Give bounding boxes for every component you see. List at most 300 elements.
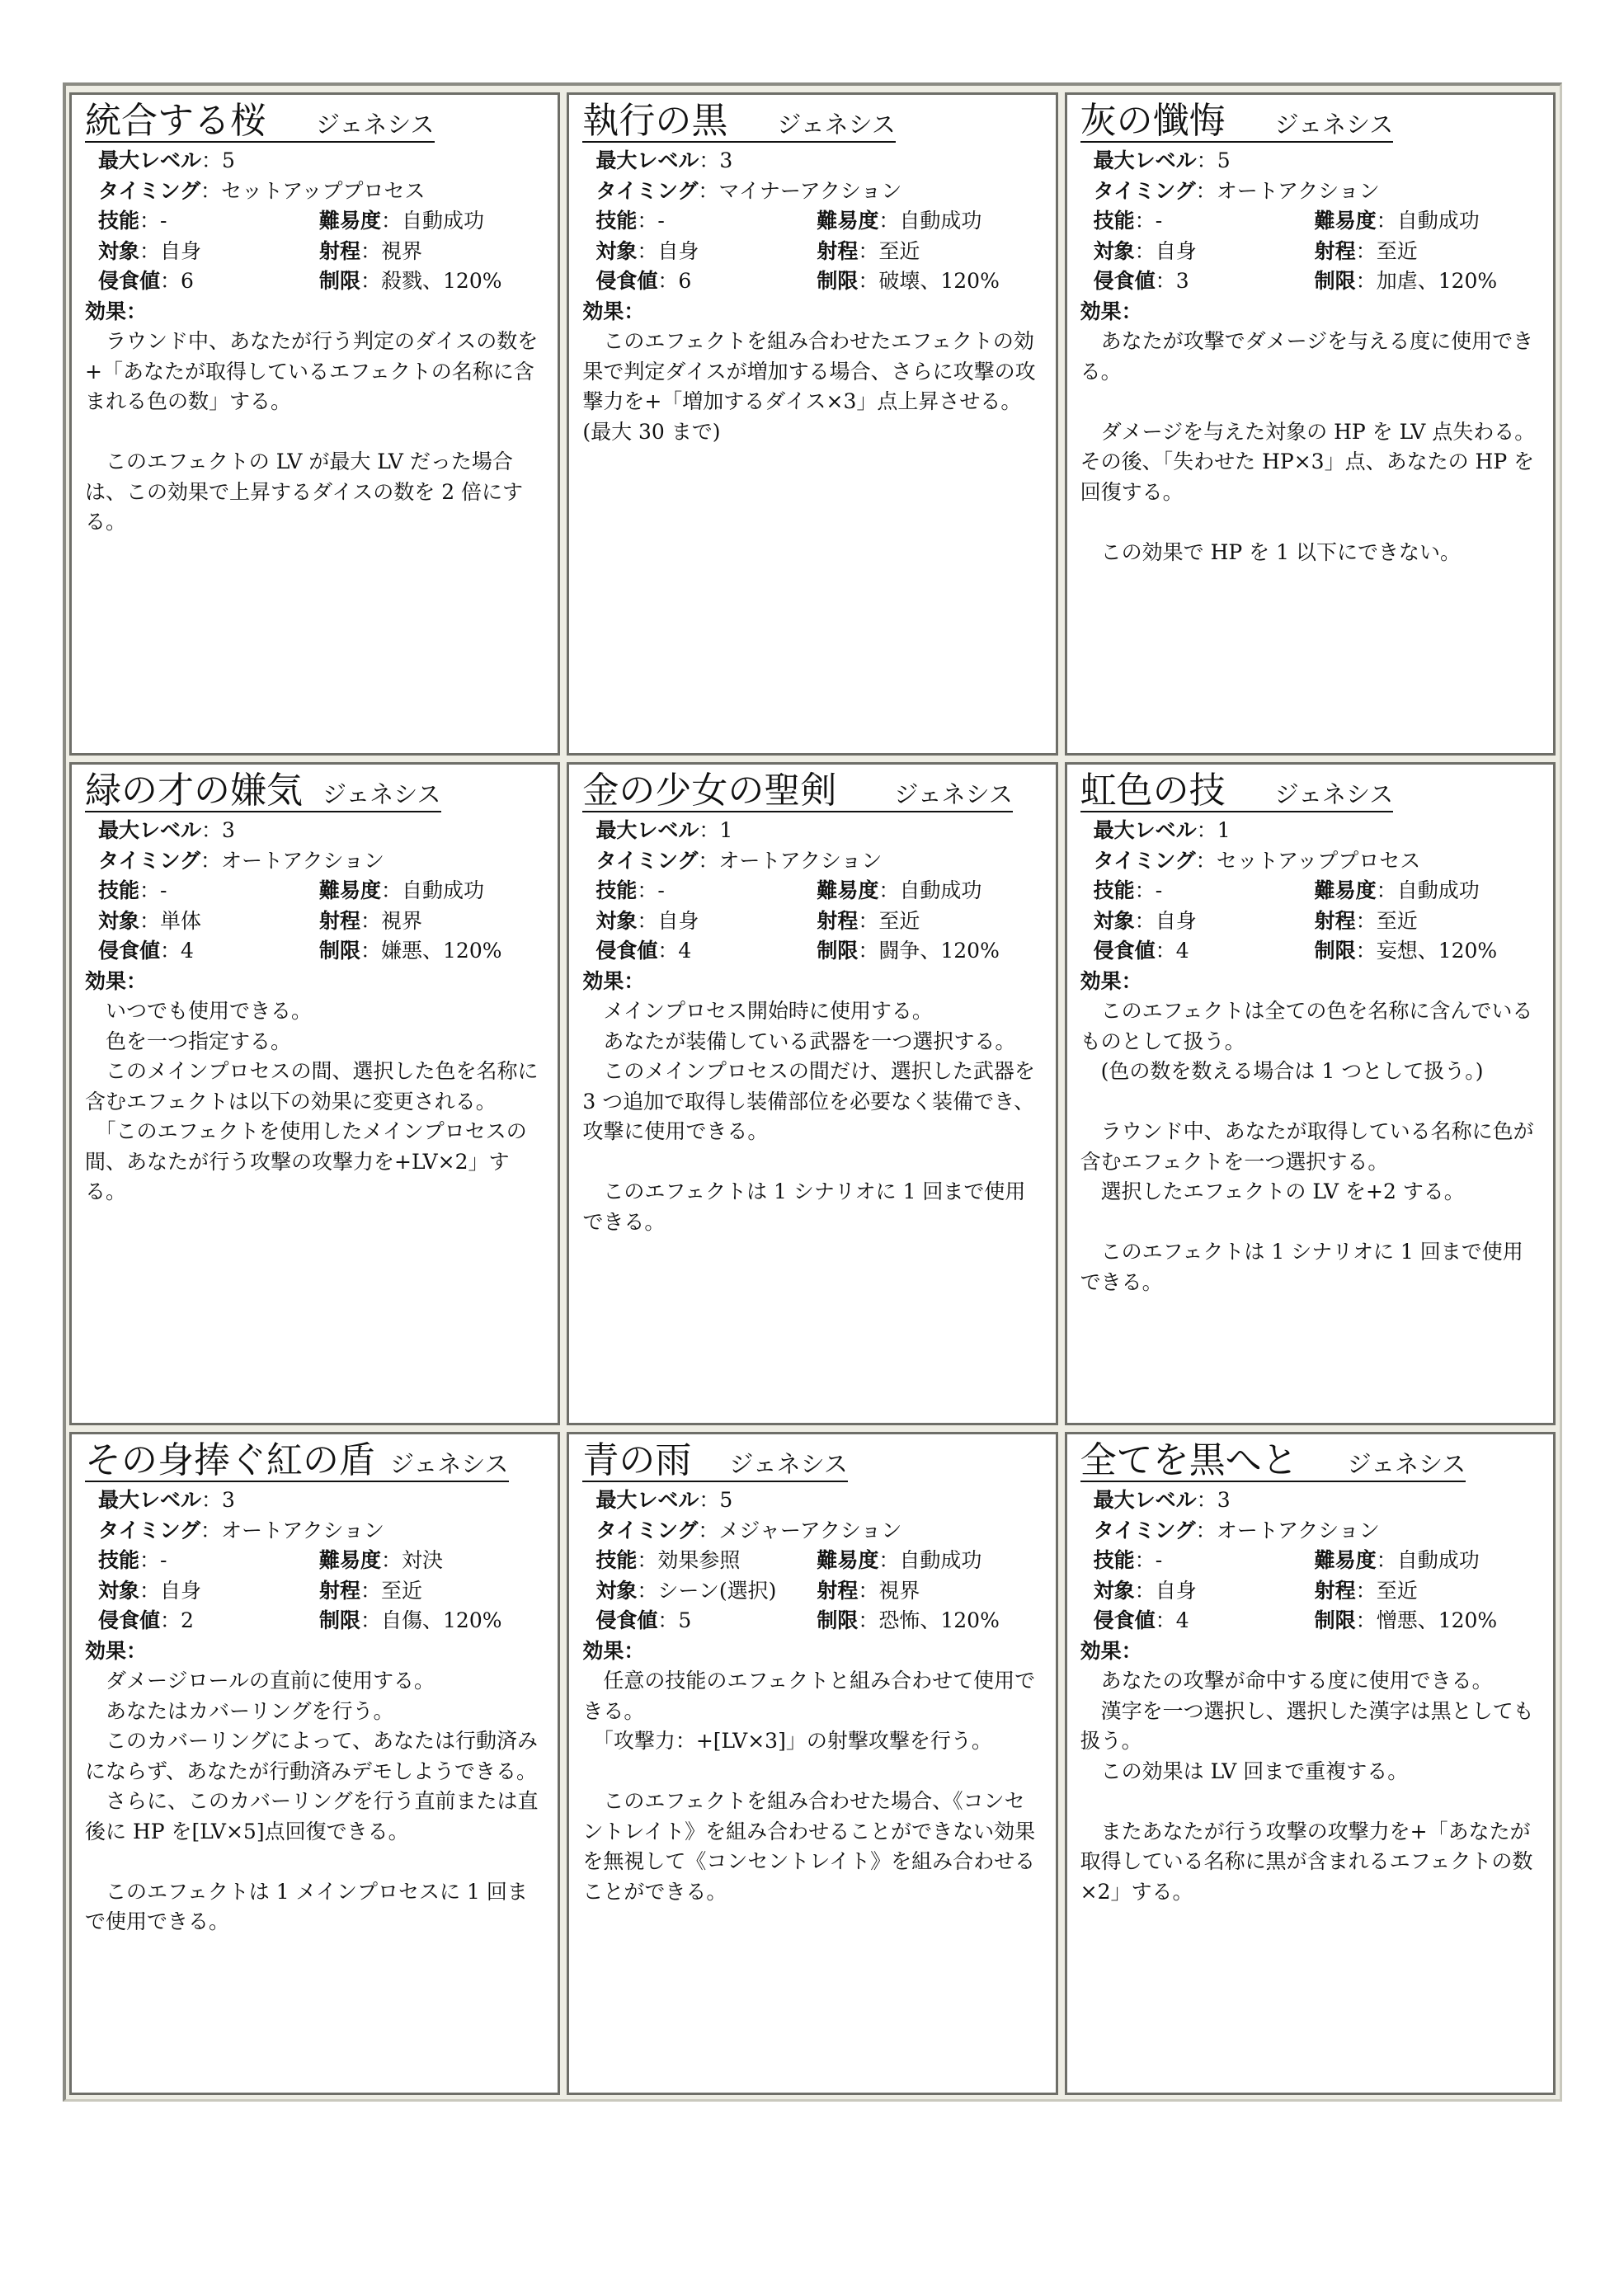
effect-paragraph xyxy=(85,1847,543,1877)
effect-paragraph: あなたの攻撃が命中する度に使用できる。 xyxy=(1080,1669,1493,1693)
card-stats xyxy=(85,1486,543,1636)
card-header xyxy=(1080,770,1394,812)
difficulty-label: 難易度 xyxy=(817,1548,879,1572)
timing-value: オートアクション xyxy=(221,1518,385,1542)
target: 対象：自身 xyxy=(1093,238,1197,263)
effect-paragraph xyxy=(85,417,543,448)
erosion-label: 侵食値 xyxy=(1093,939,1156,963)
effect-body xyxy=(1080,1666,1538,1907)
effect-card xyxy=(69,762,560,1425)
timing-label: タイミング xyxy=(98,1518,201,1542)
range-label: 射程 xyxy=(1314,238,1356,263)
max-level-label: 最大レベル xyxy=(595,1488,699,1512)
difficulty-value: 自動成功 xyxy=(1396,209,1480,233)
effect-body xyxy=(85,996,543,1208)
card-title: 灰の懺悔 xyxy=(1080,100,1226,142)
card-stats xyxy=(85,146,543,297)
effect-heading: 効果： xyxy=(1080,1638,1142,1663)
difficulty: 難易度：自動成功 xyxy=(817,209,982,233)
max-level: 最大レベル：3 xyxy=(98,818,235,842)
timing-value: マイナーアクション xyxy=(718,178,902,203)
range-label: 射程 xyxy=(817,238,859,263)
max-level-label: 最大レベル xyxy=(595,148,699,172)
range-value: 視界 xyxy=(381,908,423,933)
difficulty: 難易度：自動成功 xyxy=(1314,209,1480,233)
erosion-label: 侵食値 xyxy=(595,939,658,963)
range: 射程：至近 xyxy=(1314,238,1418,263)
timing-value: セットアッププロセス xyxy=(221,178,426,203)
effect-heading: 効果： xyxy=(582,968,645,993)
target-value: 自身 xyxy=(1155,238,1197,263)
effect-paragraph: あなたはカバーリングを行う。 xyxy=(85,1698,394,1723)
range: 射程：視界 xyxy=(817,1578,920,1603)
card-type: ジェネシス xyxy=(729,1450,848,1478)
target: 対象：自身 xyxy=(595,238,699,263)
range-label: 射程 xyxy=(1314,1578,1356,1603)
card-title: 金の少女の聖剣 xyxy=(582,770,837,812)
difficulty-label: 難易度 xyxy=(319,878,382,902)
timing-label: タイミング xyxy=(595,178,699,203)
limit: 制限：嫌悪、120% xyxy=(319,939,502,963)
skill: 技能：- xyxy=(595,878,665,902)
erosion-value: 6 xyxy=(181,269,194,293)
max-level-label: 最大レベル xyxy=(1093,818,1197,842)
limit-label: 制限 xyxy=(319,1608,361,1632)
max-level-value: 3 xyxy=(1217,1488,1231,1512)
erosion-value: 4 xyxy=(678,939,692,963)
skill-label: 技能 xyxy=(1093,878,1135,902)
effect-paragraph xyxy=(1080,507,1538,538)
skill: 技能：- xyxy=(1093,209,1163,233)
limit-value: 妄想、120% xyxy=(1376,939,1498,963)
limit-value: 闘争、120% xyxy=(878,939,1000,963)
range: 射程：至近 xyxy=(817,238,920,263)
effect-card xyxy=(567,1432,1057,2095)
skill: 技能：- xyxy=(595,209,665,233)
skill-label: 技能 xyxy=(1093,1548,1135,1572)
max-level: 最大レベル：3 xyxy=(98,1488,235,1512)
effect-body xyxy=(582,1666,1040,1907)
effect-paragraph xyxy=(582,1147,1040,1178)
skill: 技能：- xyxy=(1093,878,1163,902)
effect-body xyxy=(582,327,1040,447)
skill-label: 技能 xyxy=(595,209,638,233)
effect-heading: 効果： xyxy=(582,299,645,323)
skill-label: 技能 xyxy=(98,209,140,233)
difficulty-value: 自動成功 xyxy=(899,878,982,902)
max-level-label: 最大レベル xyxy=(98,148,202,172)
effect-paragraph: メインプロセス開始時に使用する。 xyxy=(582,999,933,1023)
skill-value: - xyxy=(657,209,665,233)
card-type: ジェネシス xyxy=(777,111,896,139)
card-sheet xyxy=(63,82,1562,2102)
target: 対象：自身 xyxy=(98,238,202,263)
timing-value: オートアクション xyxy=(221,848,385,873)
range-label: 射程 xyxy=(319,908,361,933)
card-type: ジェネシス xyxy=(1347,1450,1466,1478)
effect-paragraph: 「攻撃力：+[LV×3]」の射撃攻撃を行う。 xyxy=(582,1729,992,1753)
effect-paragraph: この効果は LV 回まで重複する。 xyxy=(1080,1759,1409,1783)
effect-paragraph: 「このエフェクトを使用したメインプロセスの間、あなたが行う攻撃の攻撃力を+LV×2」する。 xyxy=(85,1119,527,1203)
effect-paragraph: あなたが装備している武器を一つ選択する。 xyxy=(582,1029,1016,1053)
difficulty-label: 難易度 xyxy=(817,878,879,902)
skill: 技能：- xyxy=(98,1548,167,1572)
limit-label: 制限 xyxy=(817,269,859,293)
skill-value: - xyxy=(1155,1548,1163,1572)
effect-paragraph: あなたが攻撃でダメージを与える度に使用できる。 xyxy=(1080,329,1534,384)
card-stats xyxy=(1080,816,1538,967)
effect-card xyxy=(567,762,1057,1425)
effect-heading: 効果： xyxy=(1080,968,1142,993)
limit-value: 自傷、120% xyxy=(381,1608,502,1632)
erosion-label: 侵食値 xyxy=(595,269,658,293)
difficulty-value: 自動成功 xyxy=(899,1548,982,1572)
timing: タイミング：オートアクション xyxy=(1093,1518,1380,1542)
effect-paragraph: このエフェクトは 1 シナリオに 1 回まで使用できる。 xyxy=(1080,1240,1523,1294)
difficulty-value: 自動成功 xyxy=(402,878,485,902)
effect-paragraph: (色の数を数える場合は 1 つとして扱う。) xyxy=(1080,1059,1484,1083)
card-header xyxy=(85,770,441,812)
card-header xyxy=(85,100,435,143)
effect-paragraph: このエフェクトを組み合わせた場合、《コンセントレイト》を組み合わせることができない効果を無視して《コンセントレイト》を組み合わせることができる。 xyxy=(582,1789,1036,1904)
max-level-label: 最大レベル xyxy=(595,818,699,842)
effect-body xyxy=(1080,996,1538,1297)
effect-paragraph: 漢字を一つ選択し、選択した漢字は黒としても扱う。 xyxy=(1080,1698,1534,1753)
target-label: 対象 xyxy=(98,1578,140,1603)
effect-paragraph: このメインプロセスの間、選択した色を名称に含むエフェクトは以下の効果に変更される。 xyxy=(85,1059,539,1114)
range-value: 至近 xyxy=(1376,1578,1418,1603)
limit-value: 恐怖、120% xyxy=(878,1608,1000,1632)
limit-value: 破壊、120% xyxy=(878,269,1000,293)
effect-card xyxy=(1065,1432,1556,2095)
target-label: 対象 xyxy=(98,238,140,263)
effect-paragraph: 選択したエフェクトの LV を+2 する。 xyxy=(1080,1179,1465,1203)
card-header xyxy=(85,1439,509,1482)
card-type: ジェネシス xyxy=(316,111,435,139)
range-label: 射程 xyxy=(1314,908,1356,933)
card-stats xyxy=(85,816,543,967)
effect-paragraph: この効果で HP を 1 以下にできない。 xyxy=(1080,539,1461,564)
skill-value: - xyxy=(1155,878,1163,902)
effect-paragraph xyxy=(1080,387,1538,417)
timing-value: セットアッププロセス xyxy=(1216,848,1421,873)
card-title: 執行の黒 xyxy=(582,100,728,142)
card-type: ジェネシス xyxy=(390,1450,509,1478)
effect-card xyxy=(69,1432,560,2095)
effect-heading: 効果： xyxy=(85,1638,148,1663)
difficulty-label: 難易度 xyxy=(1314,878,1377,902)
limit-label: 制限 xyxy=(1314,939,1356,963)
skill: 技能：- xyxy=(98,878,167,902)
limit: 制限：恐怖、120% xyxy=(817,1608,1000,1632)
limit-label: 制限 xyxy=(319,939,361,963)
card-title: その身捧ぐ紅の盾 xyxy=(85,1439,375,1481)
erosion-value: 2 xyxy=(181,1608,194,1632)
effect-paragraph: このエフェクトの LV が最大 LV だった場合は、この効果で上昇するダイスの数を 2 倍にする。 xyxy=(85,450,524,534)
timing: タイミング：オートアクション xyxy=(1093,178,1380,203)
target-value: 自身 xyxy=(1155,1578,1197,1603)
erosion-label: 侵食値 xyxy=(1093,1608,1156,1632)
skill-value: 効果参照 xyxy=(657,1548,741,1572)
effect-paragraph: このエフェクトは 1 メインプロセスに 1 回まで使用できる。 xyxy=(85,1879,528,1933)
limit-label: 制限 xyxy=(817,939,859,963)
timing-value: メジャーアクション xyxy=(718,1518,902,1542)
effect-paragraph: またあなたが行う攻撃の攻撃力を+「あなたが取得している名称に黒が含まれるエフェクトの数×2」する。 xyxy=(1080,1819,1533,1904)
timing-label: タイミング xyxy=(1093,178,1196,203)
timing-value: オートアクション xyxy=(1216,178,1380,203)
card-stats xyxy=(1080,1486,1538,1636)
erosion-value: 3 xyxy=(1175,269,1189,293)
erosion: 侵食値：3 xyxy=(1093,269,1189,293)
effect-paragraph: ダメージロールの直前に使用する。 xyxy=(85,1669,435,1693)
effect-paragraph: このエフェクトは全ての色を名称に含んでいるものとして扱う。 xyxy=(1080,999,1533,1053)
effect-paragraph: 任意の技能のエフェクトと組み合わせて使用できる。 xyxy=(582,1669,1036,1723)
effect-paragraph: このカバーリングによって、あなたは行動済みにならず、あなたが行動済みデモしようできる。 xyxy=(85,1729,539,1783)
effect-heading: 効果： xyxy=(582,1638,645,1663)
card-title: 青の雨 xyxy=(582,1439,692,1481)
effect-card xyxy=(567,92,1057,756)
limit-value: 嫌悪、120% xyxy=(381,939,502,963)
effect-card xyxy=(69,92,560,756)
difficulty: 難易度：自動成功 xyxy=(817,1548,982,1572)
erosion: 侵食値：4 xyxy=(595,939,692,963)
max-level-label: 最大レベル xyxy=(1093,1488,1197,1512)
difficulty: 難易度：自動成功 xyxy=(817,878,982,902)
effect-paragraph xyxy=(582,1757,1040,1787)
target-value: シーン(選択) xyxy=(657,1578,777,1603)
skill-value: - xyxy=(160,209,167,233)
limit-label: 制限 xyxy=(1314,269,1356,293)
card-stats xyxy=(582,1486,1040,1636)
target-label: 対象 xyxy=(595,908,638,933)
target: 対象：自身 xyxy=(1093,1578,1197,1603)
difficulty: 難易度：自動成功 xyxy=(319,878,485,902)
timing-value: オートアクション xyxy=(1216,1518,1380,1542)
skill-label: 技能 xyxy=(1093,209,1135,233)
effect-paragraph: このエフェクトを組み合わせたエフェクトの効果で判定ダイスが増加する場合、さらに攻撃の攻撃力を+「増加するダイス×3」点上昇させる。(最大 30 まで) xyxy=(582,329,1036,444)
effect-card xyxy=(1065,762,1556,1425)
effect-body xyxy=(582,996,1040,1237)
erosion-label: 侵食値 xyxy=(98,939,161,963)
erosion: 侵食値：5 xyxy=(595,1608,692,1632)
max-level-value: 5 xyxy=(719,1488,733,1512)
difficulty: 難易度：対決 xyxy=(319,1548,444,1572)
card-stats xyxy=(1080,146,1538,297)
range: 射程：至近 xyxy=(817,908,920,933)
difficulty-value: 自動成功 xyxy=(402,209,485,233)
skill: 技能：- xyxy=(1093,1548,1163,1572)
card-title: 緑の才の嫌気 xyxy=(85,770,303,812)
difficulty: 難易度：自動成功 xyxy=(1314,1548,1480,1572)
skill-label: 技能 xyxy=(595,1548,638,1572)
erosion: 侵食値：2 xyxy=(98,1608,194,1632)
erosion: 侵食値：6 xyxy=(98,269,194,293)
limit: 制限：殺戮、120% xyxy=(319,269,502,293)
timing: タイミング：オートアクション xyxy=(595,848,883,873)
range: 射程：至近 xyxy=(1314,908,1418,933)
limit-value: 加虐、120% xyxy=(1376,269,1498,293)
difficulty-value: 自動成功 xyxy=(1396,878,1480,902)
target: 対象：自身 xyxy=(98,1578,202,1603)
difficulty-label: 難易度 xyxy=(319,1548,382,1572)
timing-label: タイミング xyxy=(595,1518,699,1542)
card-stats xyxy=(582,146,1040,297)
effect-paragraph xyxy=(1080,1208,1538,1238)
difficulty: 難易度：自動成功 xyxy=(1314,878,1480,902)
card-header xyxy=(582,1439,848,1482)
timing-label: タイミング xyxy=(98,178,201,203)
timing-label: タイミング xyxy=(1093,1518,1196,1542)
range: 射程：視界 xyxy=(319,908,423,933)
target-value: 自身 xyxy=(657,908,699,933)
erosion-value: 4 xyxy=(1175,939,1189,963)
target-label: 対象 xyxy=(1093,238,1135,263)
max-level: 最大レベル：3 xyxy=(1093,1488,1231,1512)
limit-label: 制限 xyxy=(817,1608,859,1632)
effect-paragraph: いつでも使用できる。 xyxy=(85,999,313,1023)
limit: 制限：自傷、120% xyxy=(319,1608,502,1632)
range-value: 至近 xyxy=(1376,908,1418,933)
max-level: 最大レベル：3 xyxy=(595,148,733,172)
target-label: 対象 xyxy=(1093,1578,1135,1603)
skill-label: 技能 xyxy=(595,878,638,902)
skill-value: - xyxy=(1155,209,1163,233)
range-value: 至近 xyxy=(381,1578,423,1603)
erosion: 侵食値：4 xyxy=(1093,1608,1189,1632)
target-label: 対象 xyxy=(595,1578,638,1603)
skill: 技能：効果参照 xyxy=(595,1548,741,1572)
card-header xyxy=(1080,100,1394,143)
erosion-label: 侵食値 xyxy=(98,1608,161,1632)
range-value: 至近 xyxy=(878,908,920,933)
effect-body xyxy=(85,1666,543,1938)
target: 対象：単体 xyxy=(98,908,202,933)
range-label: 射程 xyxy=(817,1578,859,1603)
card-type: ジェネシス xyxy=(1274,111,1394,139)
range-value: 視界 xyxy=(381,238,423,263)
target-label: 対象 xyxy=(98,908,140,933)
erosion-label: 侵食値 xyxy=(98,269,161,293)
difficulty-value: 自動成功 xyxy=(899,209,982,233)
max-level: 最大レベル：1 xyxy=(1093,818,1231,842)
range: 射程：視界 xyxy=(319,238,423,263)
target-value: 単体 xyxy=(160,908,202,933)
limit-value: 憎悪、120% xyxy=(1376,1608,1498,1632)
skill-value: - xyxy=(657,878,665,902)
target-value: 自身 xyxy=(1155,908,1197,933)
card-title: 統合する桜 xyxy=(85,100,266,142)
max-level-value: 3 xyxy=(719,148,733,172)
max-level-value: 1 xyxy=(1217,818,1231,842)
card-type: ジェネシス xyxy=(1274,780,1394,808)
max-level: 最大レベル：1 xyxy=(595,818,733,842)
erosion-label: 侵食値 xyxy=(1093,269,1156,293)
max-level-label: 最大レベル xyxy=(98,818,202,842)
timing: タイミング：オートアクション xyxy=(98,848,385,873)
range-label: 射程 xyxy=(319,238,361,263)
max-level: 最大レベル：5 xyxy=(1093,148,1231,172)
max-level-value: 3 xyxy=(222,1488,235,1512)
card-header xyxy=(1080,1439,1466,1482)
effect-paragraph: ラウンド中、あなたが行う判定のダイスの数を+「あなたが取得しているエフェクトの名称に含まれる色の数」する。 xyxy=(85,329,539,413)
effect-heading: 効果： xyxy=(1080,299,1142,323)
target-label: 対象 xyxy=(595,238,638,263)
range-value: 至近 xyxy=(1376,238,1418,263)
timing-label: タイミング xyxy=(98,848,201,873)
difficulty-label: 難易度 xyxy=(1314,1548,1377,1572)
timing: タイミング：オートアクション xyxy=(98,1518,385,1542)
difficulty-label: 難易度 xyxy=(817,209,879,233)
target-label: 対象 xyxy=(1093,908,1135,933)
difficulty-label: 難易度 xyxy=(1314,209,1377,233)
range: 射程：至近 xyxy=(1314,1578,1418,1603)
range-label: 射程 xyxy=(817,908,859,933)
effect-paragraph: ダメージを与えた対象の HP を LV 点失わる。その後、「失わせた HP×3」点、あなたの HP を回復する。 xyxy=(1080,419,1536,504)
card-type: ジェネシス xyxy=(322,780,441,808)
effect-paragraph: ラウンド中、あなたが取得している名称に色が含むエフェクトを一つ選択する。 xyxy=(1080,1119,1534,1174)
difficulty-value: 自動成功 xyxy=(1396,1548,1480,1572)
card-title: 全てを黒へと xyxy=(1080,1439,1298,1481)
target-value: 自身 xyxy=(657,238,699,263)
max-level-label: 最大レベル xyxy=(98,1488,202,1512)
max-level: 最大レベル：5 xyxy=(98,148,235,172)
timing-label: タイミング xyxy=(595,848,699,873)
erosion: 侵食値：4 xyxy=(1093,939,1189,963)
effect-card xyxy=(1065,92,1556,756)
erosion: 侵食値：4 xyxy=(98,939,194,963)
max-level: 最大レベル：5 xyxy=(595,1488,733,1512)
timing: タイミング：マイナーアクション xyxy=(595,178,902,203)
timing: タイミング：セットアッププロセス xyxy=(98,178,426,203)
card-title: 虹色の技 xyxy=(1080,770,1226,812)
erosion-value: 4 xyxy=(1175,1608,1189,1632)
erosion-value: 6 xyxy=(678,269,692,293)
effect-paragraph: 色を一つ指定する。 xyxy=(85,1029,292,1053)
target: 対象：自身 xyxy=(595,908,699,933)
target-value: 自身 xyxy=(160,1578,202,1603)
effect-body xyxy=(85,327,543,538)
max-level-value: 3 xyxy=(222,818,235,842)
skill: 技能：- xyxy=(98,209,167,233)
limit: 制限：闘争、120% xyxy=(817,939,1000,963)
max-level-value: 5 xyxy=(222,148,235,172)
effect-paragraph: このエフェクトは 1 シナリオに 1 回まで使用できる。 xyxy=(582,1179,1026,1234)
timing-value: オートアクション xyxy=(718,848,883,873)
difficulty-value: 対決 xyxy=(402,1548,444,1572)
card-header xyxy=(582,770,1013,812)
limit: 制限：妄想、120% xyxy=(1314,939,1498,963)
erosion-value: 4 xyxy=(181,939,194,963)
limit: 制限：破壊、120% xyxy=(817,269,1000,293)
card-type: ジェネシス xyxy=(894,780,1013,808)
max-level-value: 5 xyxy=(1217,148,1231,172)
effect-paragraph xyxy=(1080,1787,1538,1817)
effect-paragraph xyxy=(1080,1087,1538,1118)
effect-heading: 効果： xyxy=(85,968,148,993)
target: 対象：自身 xyxy=(1093,908,1197,933)
erosion-value: 5 xyxy=(678,1608,692,1632)
effect-body xyxy=(1080,327,1538,567)
effect-paragraph: さらに、このカバーリングを行う直前または直後に HP を[LV×5]点回復できる。 xyxy=(85,1789,539,1843)
timing: タイミング：セットアッププロセス xyxy=(1093,848,1421,873)
skill-label: 技能 xyxy=(98,878,140,902)
limit-label: 制限 xyxy=(319,269,361,293)
effect-paragraph: このメインプロセスの間だけ、選択した武器を 3 つ追加で取得し装備部位を必要なく装備でき、攻撃に使用できる。 xyxy=(582,1059,1042,1143)
range-label: 射程 xyxy=(319,1578,361,1603)
skill-value: - xyxy=(160,1548,167,1572)
range-value: 至近 xyxy=(878,238,920,263)
timing-label: タイミング xyxy=(1093,848,1196,873)
